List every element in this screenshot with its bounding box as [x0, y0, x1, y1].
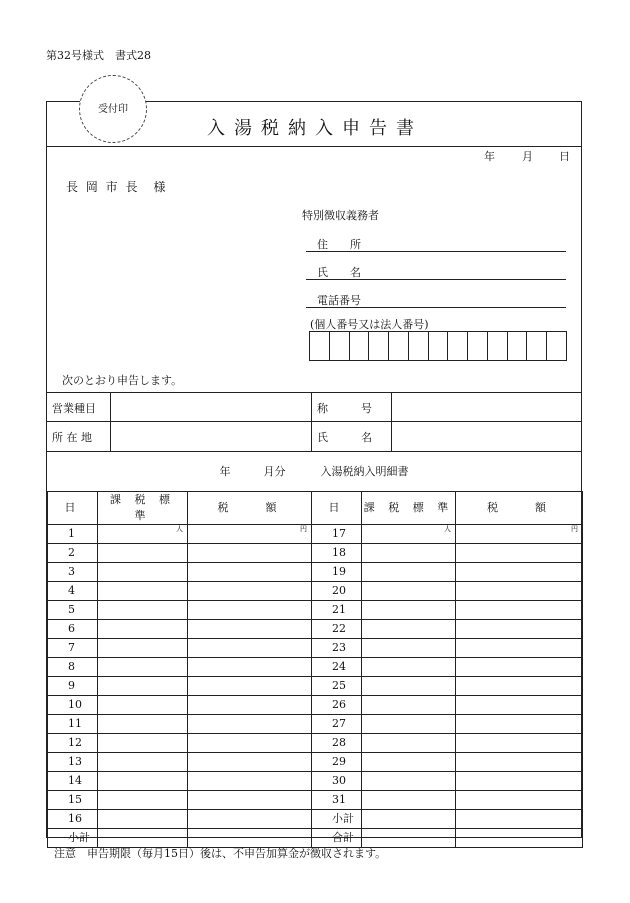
tax-amount-cell[interactable]: [188, 677, 312, 696]
tax-amount-cell[interactable]: [456, 753, 583, 772]
day-cell: 24: [312, 658, 362, 677]
day-cell: 3: [48, 563, 98, 582]
id-digit-box[interactable]: [448, 332, 468, 360]
taxable-count-cell[interactable]: [98, 791, 188, 810]
business-location-label: 所 在 地: [52, 431, 92, 444]
tax-amount-cell[interactable]: [188, 696, 312, 715]
taxable-count-cell[interactable]: [362, 791, 456, 810]
tax-amount-cell[interactable]: [456, 658, 583, 677]
taxable-count-cell[interactable]: [362, 715, 456, 734]
tax-amount-cell[interactable]: [456, 715, 583, 734]
day-cell: 15: [48, 791, 98, 810]
taxable-count-cell[interactable]: [362, 620, 456, 639]
day-cell: 13: [48, 753, 98, 772]
day-cell: 8: [48, 658, 98, 677]
taxable-count-cell[interactable]: [98, 772, 188, 791]
day-cell: 22: [312, 620, 362, 639]
id-number-label: (個人番号又は法人番号): [310, 318, 429, 331]
tax-amount-cell[interactable]: [456, 639, 583, 658]
intro-text: 次のとおり申告します。: [62, 374, 183, 387]
day-cell: 26: [312, 696, 362, 715]
taxable-count-cell[interactable]: [98, 753, 188, 772]
day-cell: 2: [48, 544, 98, 563]
taxable-count-cell[interactable]: [362, 753, 456, 772]
taxable-count-cell[interactable]: [362, 658, 456, 677]
address-label: 住 所: [317, 238, 361, 251]
phone-label: 電話番号: [317, 294, 361, 307]
reception-stamp-circle: [79, 75, 147, 143]
id-digit-box[interactable]: [369, 332, 389, 360]
taxable-count-cell[interactable]: [98, 715, 188, 734]
taxable-count-cell[interactable]: [98, 563, 188, 582]
day-cell: 12: [48, 734, 98, 753]
footer-note: 注意 申告期限（毎月15日）後は、不申告加算金が徴収されます。: [54, 847, 387, 860]
tax-amount-cell[interactable]: [188, 791, 312, 810]
table-row: [48, 582, 583, 601]
day-cell: 4: [48, 582, 98, 601]
table-row: [48, 658, 583, 677]
id-digit-box[interactable]: [547, 332, 566, 360]
tax-amount-cell[interactable]: [188, 639, 312, 658]
id-number-boxes[interactable]: [309, 331, 567, 361]
unit-label: 人: [176, 525, 183, 533]
taxable-count-cell[interactable]: [98, 601, 188, 620]
taxable-count-cell[interactable]: [98, 810, 188, 829]
period-heading: 年 月分 入湯税納入明細書: [219, 465, 409, 478]
tax-amount-cell[interactable]: [456, 601, 583, 620]
day-cell: 27: [312, 715, 362, 734]
taxable-count-cell[interactable]: [362, 734, 456, 753]
tax-amount-cell[interactable]: [188, 810, 312, 829]
addressee: 長 岡 市 長 様: [66, 180, 168, 194]
day-cell: 5: [48, 601, 98, 620]
id-digit-box[interactable]: [468, 332, 488, 360]
day-cell: 9: [48, 677, 98, 696]
id-digit-box[interactable]: [330, 332, 350, 360]
date-month-label: 月: [522, 150, 533, 163]
phone-field[interactable]: [306, 307, 566, 308]
day-cell: 16: [48, 810, 98, 829]
unit-label: 人: [444, 525, 451, 533]
address-field[interactable]: [306, 251, 566, 252]
taxable-count-cell[interactable]: [362, 696, 456, 715]
name-label: 氏 名: [317, 266, 361, 279]
business-type-label: 営業種目: [52, 402, 96, 415]
taxable-count-cell[interactable]: [98, 525, 188, 544]
day-cell: 21: [312, 601, 362, 620]
taxpayer-heading: 特別徴収義務者: [302, 209, 379, 222]
tax-amount-cell[interactable]: [188, 544, 312, 563]
day-cell: 合計: [312, 829, 362, 848]
id-digit-box[interactable]: [508, 332, 528, 360]
tax-amount-cell[interactable]: [456, 810, 583, 829]
taxable-count-cell[interactable]: [98, 582, 188, 601]
tax-amount-cell[interactable]: [456, 829, 583, 848]
unit-label: 円: [300, 525, 307, 533]
table-row: [48, 810, 583, 829]
day-cell: 29: [312, 753, 362, 772]
tax-amount-cell[interactable]: [188, 753, 312, 772]
title-divider: [47, 146, 581, 147]
table-row: [48, 696, 583, 715]
id-digit-box[interactable]: [409, 332, 429, 360]
taxable-count-cell[interactable]: [362, 810, 456, 829]
table-row: [48, 734, 583, 753]
tax-amount-cell[interactable]: [188, 715, 312, 734]
taxable-count-cell[interactable]: [362, 677, 456, 696]
table-row: [48, 677, 583, 696]
tax-amount-cell[interactable]: [188, 601, 312, 620]
taxable-count-cell[interactable]: [362, 582, 456, 601]
table-row: [48, 715, 583, 734]
tax-amount-cell[interactable]: [456, 525, 583, 544]
tax-amount-cell[interactable]: [456, 791, 583, 810]
table-row: [48, 620, 583, 639]
tax-amount-cell[interactable]: [188, 658, 312, 677]
date-year-label: 年: [484, 150, 495, 163]
tax-amount-cell[interactable]: [456, 734, 583, 753]
day-cell: 小計: [48, 829, 98, 848]
tax-amount-cell[interactable]: [188, 525, 312, 544]
detail-table: [47, 491, 583, 848]
date-day-label: 日: [559, 150, 570, 163]
table-row: [48, 772, 583, 791]
tax-amount-cell[interactable]: [188, 563, 312, 582]
tax-amount-cell[interactable]: [456, 544, 583, 563]
day-cell: 小計: [312, 810, 362, 829]
tax-amount-cell[interactable]: [456, 563, 583, 582]
day-cell: 6: [48, 620, 98, 639]
table-row: [48, 601, 583, 620]
day-cell: 1: [48, 525, 98, 544]
taxable-count-cell[interactable]: [98, 734, 188, 753]
id-digit-box[interactable]: [389, 332, 409, 360]
business-title-label: 称 号: [317, 402, 372, 415]
id-digit-box[interactable]: [488, 332, 508, 360]
stamp-label: 受付印: [98, 104, 128, 115]
day-cell: 11: [48, 715, 98, 734]
info-top-line: [47, 392, 581, 393]
day-cell: 23: [312, 639, 362, 658]
day-cell: 7: [48, 639, 98, 658]
taxable-count-cell[interactable]: [362, 772, 456, 791]
info-bottom-line: [47, 451, 581, 452]
taxable-count-cell[interactable]: [362, 525, 456, 544]
name-field[interactable]: [306, 279, 566, 280]
tax-amount-cell[interactable]: [456, 582, 583, 601]
day-cell: 25: [312, 677, 362, 696]
tax-amount-cell[interactable]: [456, 696, 583, 715]
page-title: 入湯税納入申告書: [207, 118, 423, 139]
tax-amount-cell[interactable]: [188, 734, 312, 753]
table-row: [48, 791, 583, 810]
day-cell: 28: [312, 734, 362, 753]
day-cell: 31: [312, 791, 362, 810]
table-row: [48, 753, 583, 772]
taxable-count-cell[interactable]: [98, 639, 188, 658]
table-row: [48, 544, 583, 563]
info-mid-line: [47, 421, 581, 422]
day-cell: 14: [48, 772, 98, 791]
taxable-count-cell[interactable]: [98, 696, 188, 715]
tax-amount-cell[interactable]: [456, 677, 583, 696]
taxable-count-cell[interactable]: [362, 563, 456, 582]
tax-amount-cell[interactable]: [188, 620, 312, 639]
table-row: [48, 525, 583, 544]
day-cell: 20: [312, 582, 362, 601]
detail-heading: 入湯税納入明細書: [320, 465, 409, 478]
business-owner-label: 氏 名: [317, 431, 372, 444]
id-digit-box[interactable]: [310, 332, 330, 360]
day-cell: 30: [312, 772, 362, 791]
tax-amount-cell[interactable]: [456, 620, 583, 639]
tax-amount-cell[interactable]: [188, 582, 312, 601]
taxable-count-cell[interactable]: [98, 677, 188, 696]
table-row: [48, 563, 583, 582]
taxable-count-cell[interactable]: [98, 620, 188, 639]
taxable-count-cell[interactable]: [362, 544, 456, 563]
table-header-row: 日 課 税 標 準 税 額 日 課 税 標 準 税 額: [48, 492, 583, 525]
taxable-count-cell[interactable]: [98, 658, 188, 677]
tax-amount-cell[interactable]: [188, 772, 312, 791]
id-digit-box[interactable]: [350, 332, 370, 360]
taxable-count-cell[interactable]: [362, 639, 456, 658]
id-digit-box[interactable]: [429, 332, 449, 360]
taxable-count-cell[interactable]: [98, 544, 188, 563]
tax-amount-cell[interactable]: [456, 772, 583, 791]
day-cell: 18: [312, 544, 362, 563]
form-code: 第32号様式 書式28: [46, 49, 151, 62]
table-row: [48, 639, 583, 658]
day-cell: 19: [312, 563, 362, 582]
taxable-count-cell[interactable]: [362, 601, 456, 620]
unit-label: 円: [571, 525, 578, 533]
id-digit-box[interactable]: [527, 332, 547, 360]
day-cell: 17: [312, 525, 362, 544]
day-cell: 10: [48, 696, 98, 715]
